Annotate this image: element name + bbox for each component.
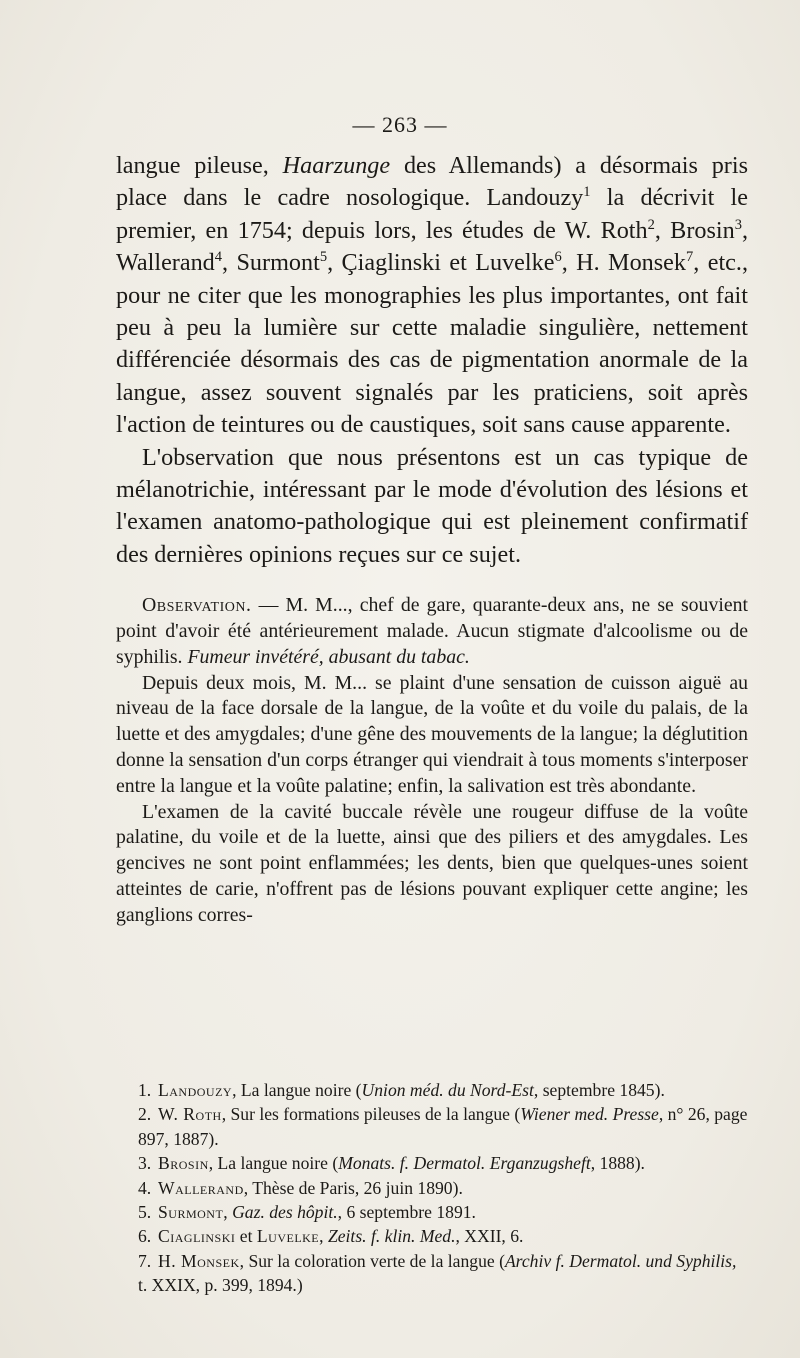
footnote-4 (116, 1176, 748, 1200)
italic-run: Wiener med. Presse (520, 1104, 659, 1125)
text-run: , Sur les formations pileuses de la langue ( (221, 1104, 521, 1125)
italic-run: Monats. f. Dermatol. Erganzugsheft (338, 1153, 591, 1174)
text-run: la décrivit le premier, en 1754; depuis lors, les études de W. Roth (116, 184, 748, 244)
text-run: t. XXIX, p. 399, 1894.) (138, 1275, 303, 1296)
footnote-ref: 4 (214, 249, 223, 266)
paragraph-observation-intro: L'observation que nous présentons est un cas typique de mélanotrichie, intéressant par le mode d'évolution des lésions et l'examen anatomo-pathologique qui est pleinement confirmatif des dernières opinions reçues sur ce sujet. (116, 443, 748, 568)
footnote-ref: 1 (583, 184, 591, 201)
footnote-3 (116, 1151, 748, 1175)
observation-paragraph-3: L'examen de la cavité buccale révèle une rougeur diffuse de la voûte palatine, du voile et de la luette, ainsi que des piliers et des amygdales. Les gencives ne sont point enflammées; les dents, bien que quelques-unes soient atteintes de carie, n'offrent pas de lésions pouvant expliquer cette angine; les ganglions corres- (116, 800, 748, 926)
text-run: , (223, 1202, 233, 1223)
footnote-number: 6. (138, 1226, 152, 1247)
text-run: langue pileuse, (116, 152, 283, 179)
footnote-number: 7. (138, 1250, 152, 1271)
term-haarzunge: Haarzunge (282, 152, 391, 179)
footnote-ref: 7 (686, 249, 694, 266)
text-run: , septembre 1845). (533, 1080, 665, 1100)
footnote-author: Landouzy (158, 1080, 233, 1100)
footnote-2 (116, 1102, 748, 1151)
footnote-ref: 2 (647, 216, 655, 233)
footnote-ref: 5 (319, 249, 328, 266)
observation-label: Observation. (142, 594, 252, 617)
text-run: , Sur la coloration verte de la langue ( (239, 1250, 505, 1271)
text-run: , Wallerand (116, 216, 749, 277)
main-text (116, 150, 748, 929)
text-run: , n° 26, page 897, 1887). (138, 1104, 748, 1149)
footnote-6 (116, 1224, 748, 1248)
footnote-author: H. Monsek (158, 1250, 240, 1271)
footnote-5 (116, 1200, 748, 1224)
text-run: , 1888). (590, 1153, 645, 1174)
italic-run: Union méd. du Nord-Est (361, 1080, 534, 1100)
footnote-1 (116, 1078, 748, 1102)
observation-section (116, 593, 748, 928)
text-run: , La langue noire ( (208, 1153, 339, 1174)
text-run: , (319, 1226, 328, 1247)
text-run: , Thèse de Paris, 26 juin 1890). (243, 1177, 463, 1198)
observation-paragraph-2: Depuis deux mois, M. M... se plaint d'une sensation de cuisson aiguë au niveau de la face dorsale de la langue, de la voûte et du voile du palais, de la luette et des amygdales; d'une gêne des mouvements de la langue; la déglutition donne la sensation d'un corps étranger qui viendrait à tous moments s'interposer entre la langue et la voûte palatine; enfin, la salivation est très abondante. (116, 671, 748, 797)
text-run: , XXII, 6. (455, 1226, 524, 1247)
footnote-number: 1. (138, 1080, 152, 1100)
page-number: — 263 — (352, 112, 448, 137)
footnote-author: Ciaglinski (158, 1226, 236, 1247)
text-run: , 6 septembre 1891. (337, 1202, 476, 1223)
footnote-number: 5. (138, 1202, 152, 1223)
footnote-author: Wallerand (158, 1177, 244, 1198)
text-run: , etc., pour ne citer que les monographies les plus importantes, ont fait peu à peu la lumière sur cette maladie singulière, nettement différenciée désormais des cas de pigmentation anormale de la langue, assez souvent signalés par les praticiens, soit après l'action de teintures ou de caustiques, soit sans cause apparente. (116, 249, 748, 439)
text-run: , H. Monsek (561, 249, 686, 277)
footnote-author: W. Roth (158, 1104, 222, 1125)
text-run: , La langue noire ( (232, 1080, 362, 1100)
observation-paragraph-1 (116, 593, 748, 670)
italic-run: Fumeur invétéré, abusant du tabac. (187, 645, 470, 668)
footnote-author: Surmont (158, 1202, 224, 1223)
italic-run: Archiv f. Dermatol. und Syphilis, (504, 1250, 737, 1271)
footnote-number: 3. (138, 1153, 152, 1174)
footnote-ref: 6 (554, 249, 562, 266)
italic-run: Gaz. des hôpit. (232, 1202, 338, 1223)
footnote-ref: 3 (734, 216, 742, 233)
text-run: , Brosin (654, 216, 735, 244)
footnote-author: Luvelke (256, 1226, 320, 1247)
italic-run: Zeits. f. klin. Med. (327, 1226, 456, 1247)
text-run: des Allemands) a désormais pris place dans le cadre nosologique. Landouzy (116, 152, 748, 212)
text-run: et (235, 1226, 257, 1247)
text-run: , Surmont (222, 249, 320, 277)
footnote-author: Brosin (158, 1153, 209, 1174)
footnote-number: 4. (138, 1177, 152, 1198)
text-run: , Çiaglinski et Luvelke (327, 249, 555, 277)
footnote-number: 2. (138, 1104, 152, 1125)
text-run: — M. M..., chef de gare, quarante-deux ans, ne se souvient point d'avoir été antérieurement malade. Aucun stigmate d'alcoolisme ou de syphilis. (116, 594, 748, 668)
footnote-7 (116, 1249, 748, 1298)
paragraph-intro (116, 150, 748, 442)
footnotes (116, 1078, 748, 1298)
